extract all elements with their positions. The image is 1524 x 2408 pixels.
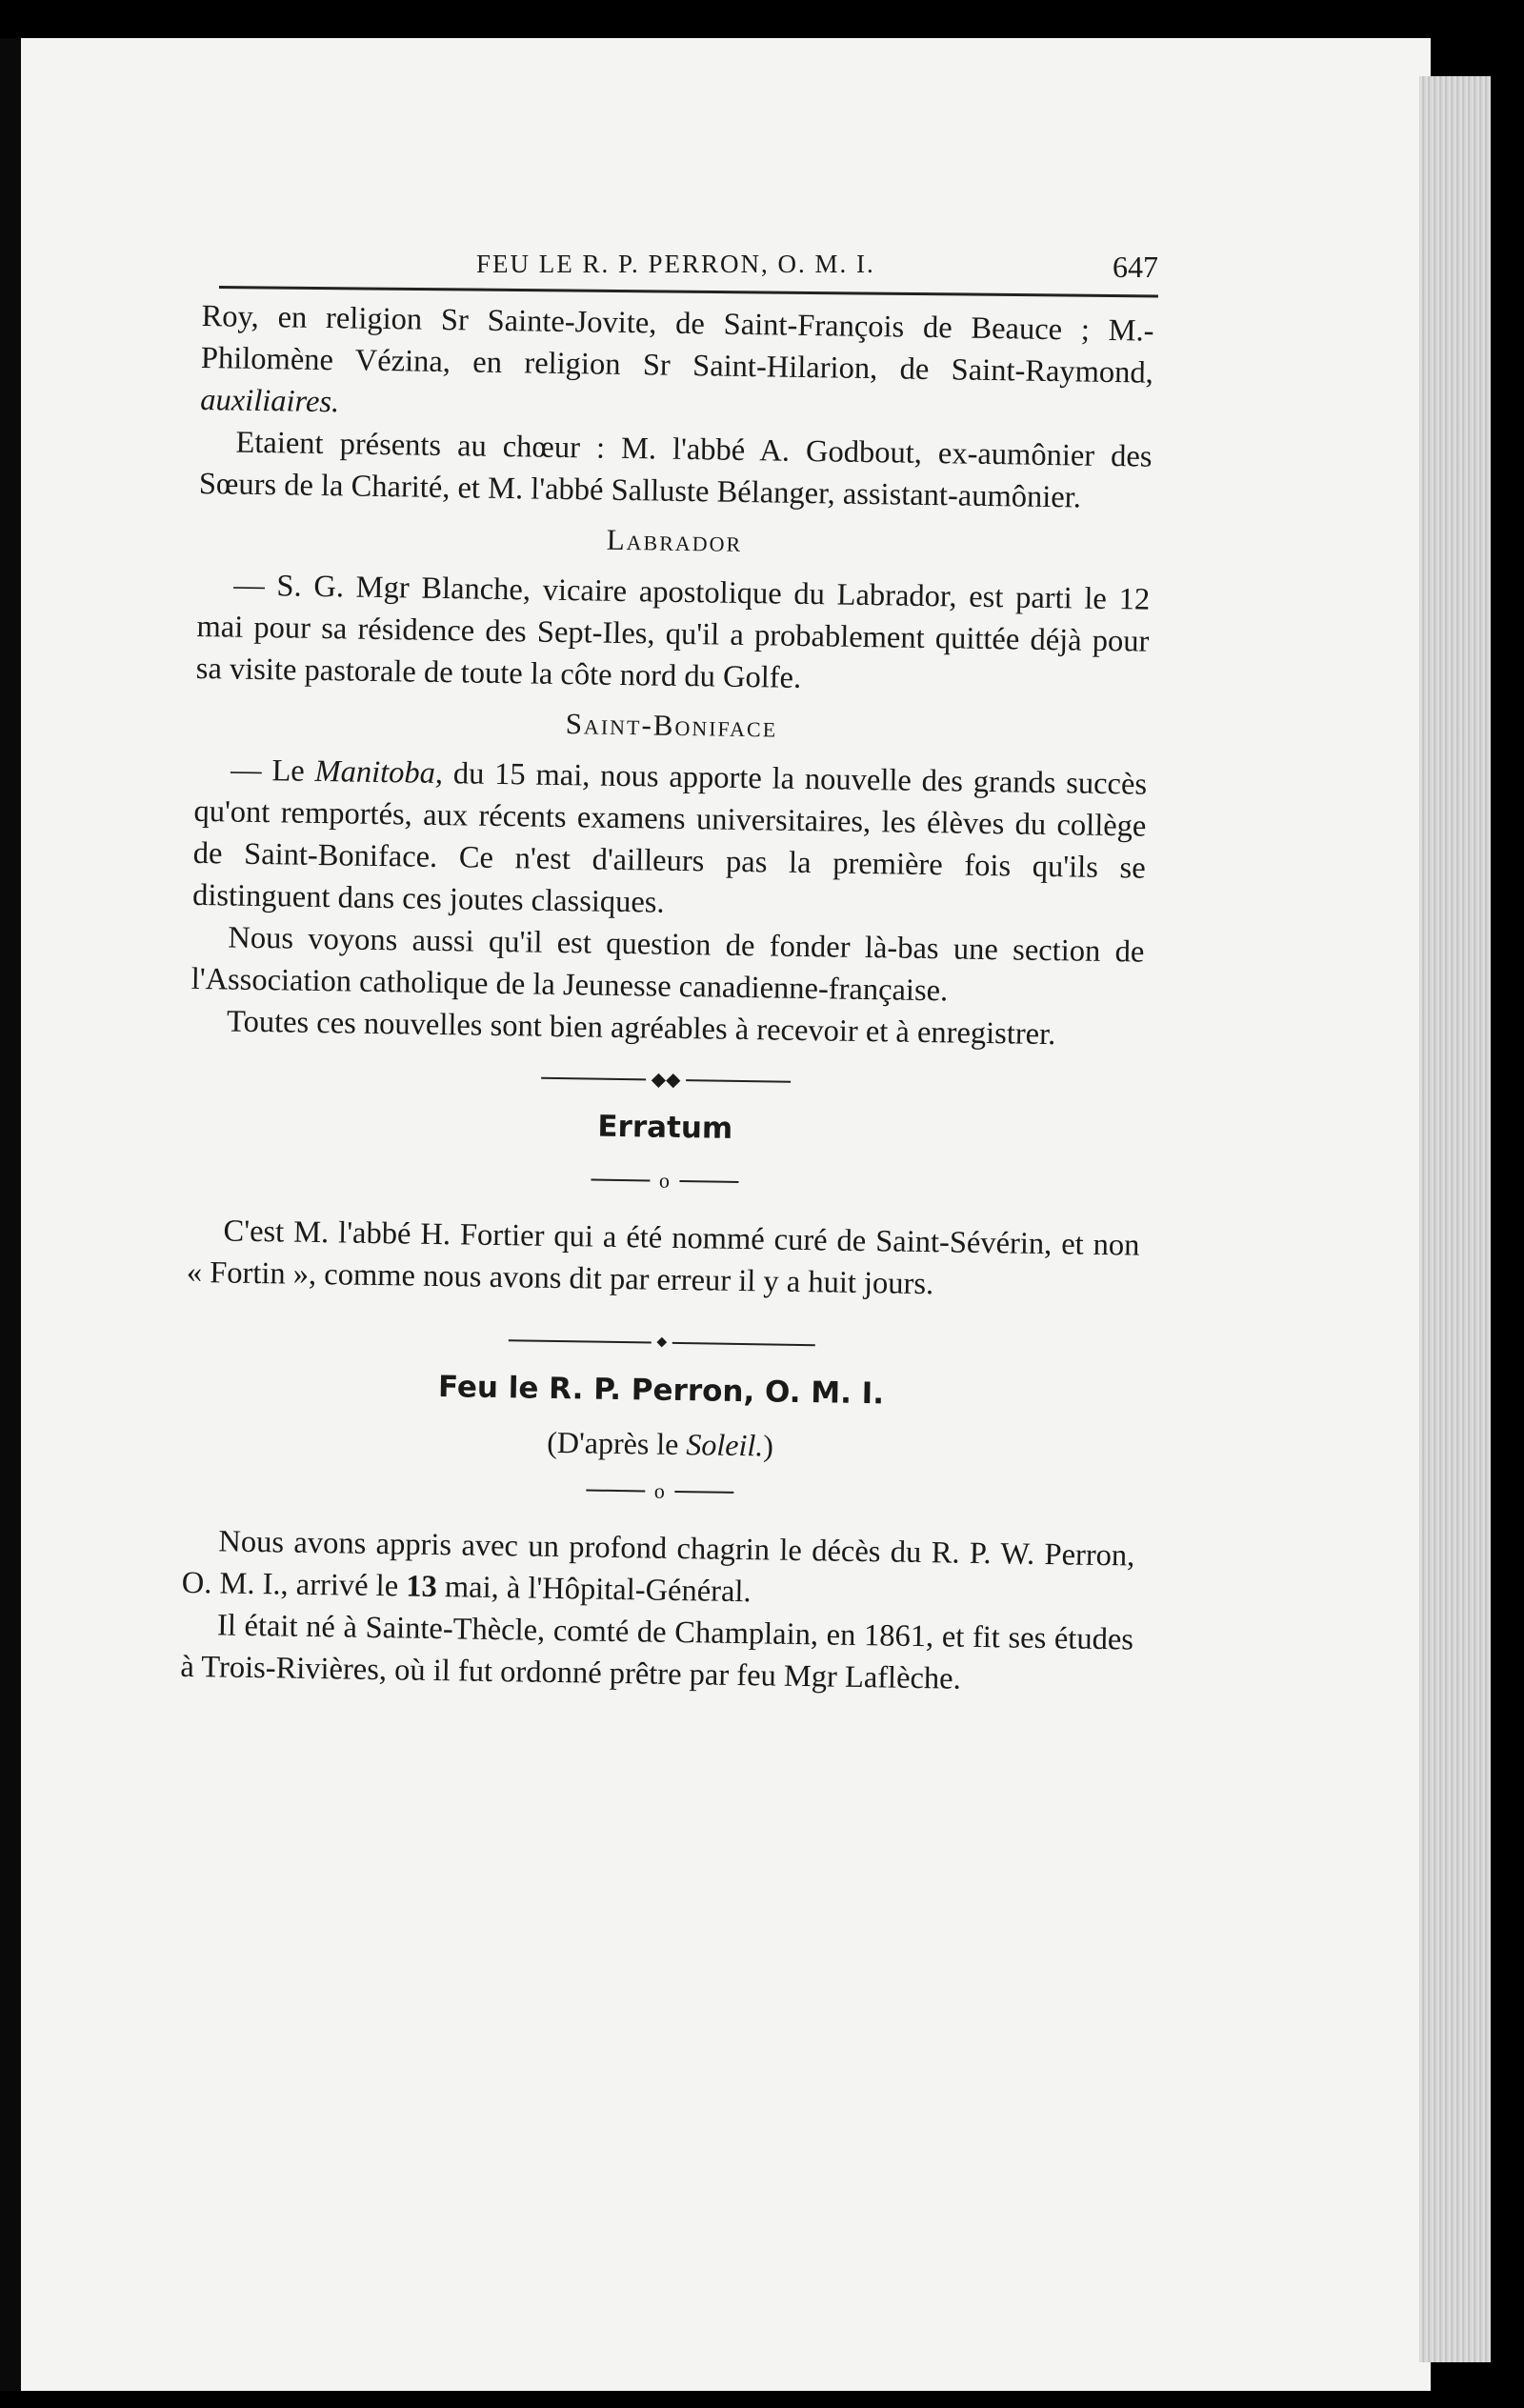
sep-circle: o	[653, 1478, 666, 1503]
page-body	[180, 295, 1154, 1703]
paragraph-saint-boniface-1	[192, 749, 1148, 932]
perron-p1-rest: mai, à l'Hôpital-Général.	[436, 1570, 752, 1610]
section-divider-ornament-2	[186, 1326, 1138, 1360]
sep-circle: o	[658, 1168, 671, 1193]
continuation-text: Roy, en religion Sr Sainte-Jovite, de Saint-François de Beauce ; M.-Philomène Vézina, en religion Sr Saint-Hilarion, de Saint-Raymond,	[200, 298, 1154, 391]
perron-separator	[183, 1463, 1136, 1520]
paragraph-perron-2: Il était né à Sainte-Thècle, comté de Champlain, en 1861, et fit ses études à Trois-Rivières, où il fut ordonné prêtre par feu Mgr Laflèche.	[180, 1608, 1134, 1696]
sb-prefix: — Le	[230, 752, 315, 789]
paragraph-labrador: — S. G. Mgr Blanche, vicaire apostolique du Labrador, est parti le 12 mai pour sa résidence des Sept-Iles, qu'il a probablement quittée déjà pour sa visite pastorale de toute la côte nord du Golfe.	[195, 568, 1151, 695]
subtitle-suffix: )	[762, 1428, 774, 1463]
paragraph-present-in-choir: Etaient présents au chœur : M. l'abbé A. Godbout, ex-aumônier des Sœurs de la Charité, et M. l'abbé Salluste Bélanger, assistant-aumônier.	[198, 425, 1153, 515]
divider-line-left	[541, 1077, 646, 1081]
perron-p1-bold-date: 13	[405, 1569, 438, 1605]
sb-rest: du 15 mai, nous apporte la nouvelle des grands succès qu'ont remportés, aux récents examens universitaires, les élèves du collège de Saint-Boniface. Ce n'est d'ailleurs pas la première fois qu'ils se distinguent dans ces joutes classiques.	[191, 756, 1148, 920]
section-divider-ornament	[190, 1063, 1142, 1097]
sb-italic: Manitoba,	[314, 753, 444, 792]
sep-line-right	[679, 1180, 738, 1183]
paragraph-saint-boniface-3: Toutes ces nouvelles sont bien agréables à recevoir et à enregistrer.	[226, 1004, 1056, 1053]
running-head	[219, 250, 1158, 291]
sep-line-left	[591, 1179, 650, 1182]
paragraph-perron-1	[181, 1520, 1134, 1619]
divider-line-right	[672, 1342, 815, 1346]
paragraph-erratum: C'est M. l'abbé H. Fortier qui a été nommé curé de Saint-Sévérin, et non « Fortin », comme nous avons dit par erreur il y a huit jours.	[186, 1214, 1140, 1302]
page-edge-stack	[1419, 76, 1491, 2362]
sep-line-left	[586, 1489, 645, 1492]
divider-ornament-icon: ◆◆	[651, 1069, 681, 1091]
section-heading-perron: Feu le R. P. Perron, O. M. I.	[437, 1370, 885, 1412]
sep-line-right	[674, 1491, 733, 1494]
divider-line-left	[508, 1339, 651, 1343]
perron-p1-prefix: Nous avons appris avec un profond chagrin le décès du R. P. W. Perron, O. M. I., arrivé le	[181, 1524, 1135, 1604]
continuation-italic: auxiliaires.	[199, 382, 340, 420]
paragraph-saint-boniface-2: Nous voyons aussi qu'il est question de fonder là-bas une section de l'Association catholique de la Jeunesse canadienne-française.	[190, 920, 1145, 1009]
divider-ornament-icon: ◆	[656, 1334, 668, 1350]
page-number: 647	[1113, 250, 1158, 284]
running-head-title: FEU LE R. P. PERRON, O. M. I.	[476, 250, 875, 278]
perron-subtitle	[184, 1415, 1137, 1473]
paragraph-continuation	[200, 295, 1154, 436]
subtitle-prefix: (D'après le	[547, 1424, 687, 1462]
section-heading-erratum: Erratum	[597, 1109, 733, 1146]
divider-line-right	[686, 1079, 791, 1083]
section-heading-labrador: Labrador	[606, 522, 743, 558]
section-heading-saint-boniface: Saint-Boniface	[565, 707, 778, 744]
left-scan-border	[0, 38, 21, 2391]
erratum-separator	[188, 1153, 1141, 1210]
subtitle-italic: Soleil.	[686, 1427, 764, 1463]
